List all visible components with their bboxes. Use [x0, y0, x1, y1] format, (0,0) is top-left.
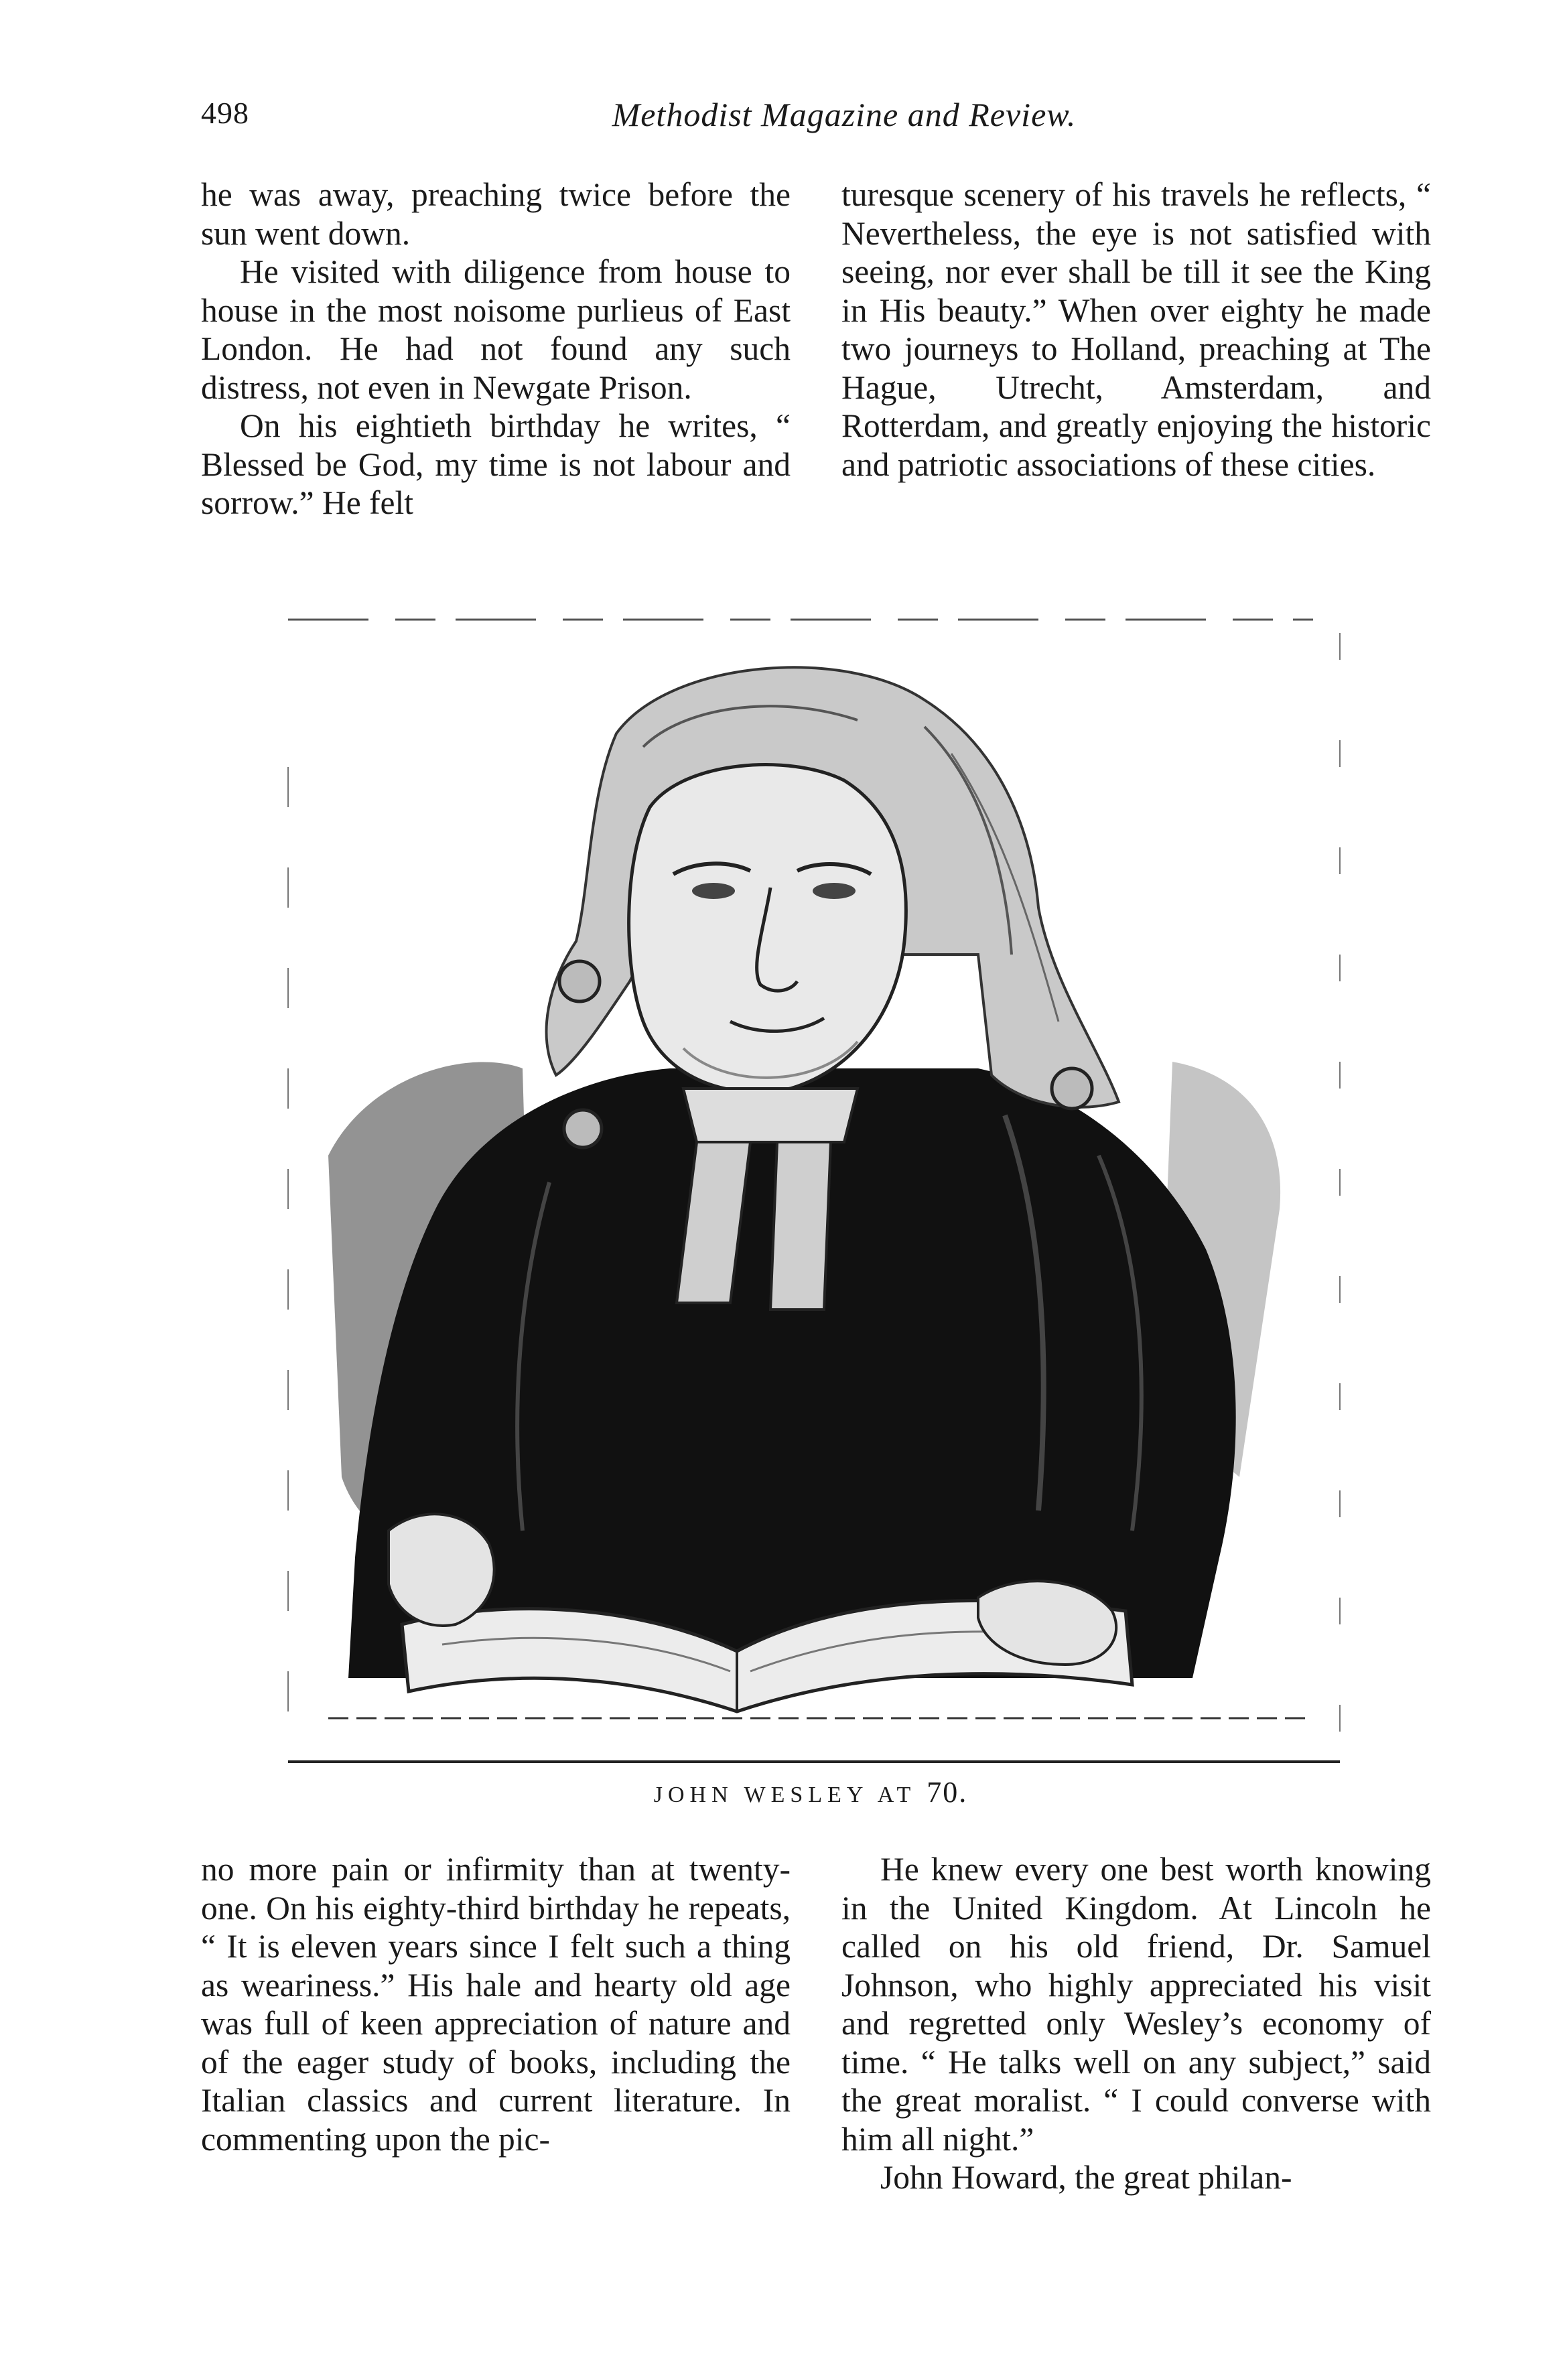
paragraph: he was away, preaching twice before the sun went down.	[201, 176, 791, 252]
caption-text: JOHN WESLEY AT	[653, 1782, 916, 1807]
paragraph: On his eightieth birthday he writes, “ Blessed be God, my time is not labour and sorrow.” He felt	[201, 407, 791, 521]
paragraph: John Howard, the great philan-	[880, 2159, 1292, 2196]
paragraph: He visited with diligence from house to house in the most noisome purlieus of East London. He had not found any such distress, not even in Newgate Prison.	[201, 253, 791, 406]
column-top-left	[201, 176, 791, 522]
portrait-engraving	[268, 606, 1353, 1765]
column-bottom-right	[841, 1850, 1431, 2197]
column-top-right	[841, 176, 1431, 484]
figure-caption	[268, 1775, 1353, 1809]
paragraph: no more pain or infirmity than at twenty-one. On his eighty-third birthday he repeats, “ It is eleven years since I felt such a thing as weariness.” His hale and hearty old age was full of keen appreciation of nature and of the eager study of books, including the Italian classics and current literature. In commenting upon the pic-	[201, 1851, 791, 2158]
caption-number: 70.	[927, 1776, 968, 1809]
paragraph: turesque scenery of his travels he reflects, “ Nevertheless, the eye is not satisfied with seeing, nor ever shall be till it see the King in His beauty.” When over eighty he made two journeys to Holland, preaching at The Hague, Utrecht, Amsterdam, and Rotterdam, and greatly enjoying the historic and patriotic associations of these cities.	[841, 176, 1431, 483]
paragraph: He knew every one best worth knowing in the United Kingdom. At Lincoln he called on his old friend, Dr. Samuel Johnson, who highly appreciated his visit and regretted only Wesley’s economy of time. “ He talks well on any subject,” said the great moralist. “ I could converse with him all night.”	[841, 1851, 1431, 2158]
page-number: 498	[201, 96, 249, 130]
column-bottom-left	[201, 1850, 791, 2158]
journal-title: Methodist Magazine and Review.	[612, 96, 1077, 133]
running-head	[201, 95, 1420, 135]
portrait-illustration	[268, 606, 1353, 1765]
